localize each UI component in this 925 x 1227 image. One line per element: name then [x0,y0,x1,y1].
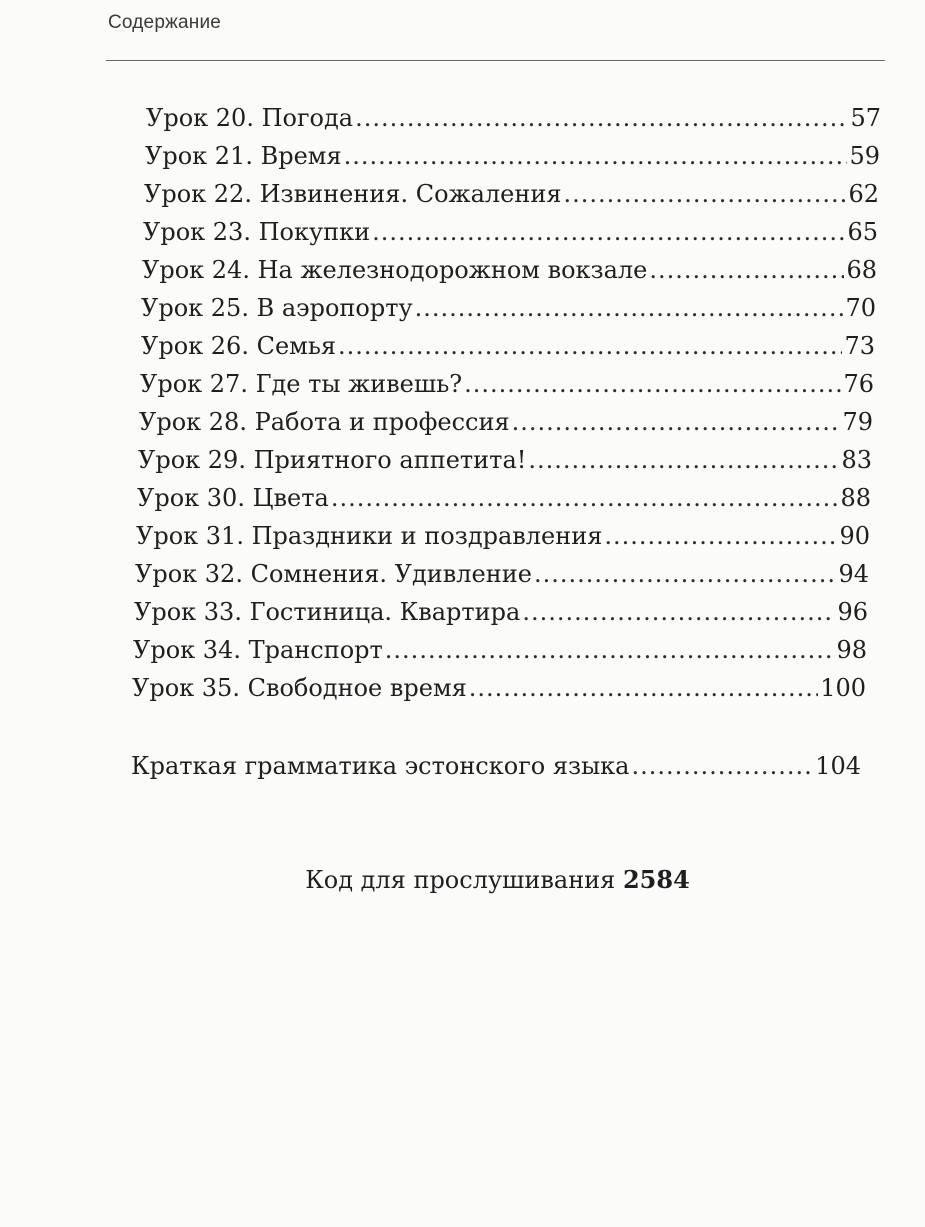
toc-entry-title: Урок 24. На железнодорожном вокзале [142,256,648,284]
toc-entry-title: Урок 31. Праздники и поздравления [136,522,603,550]
toc-entry-title: Урок 21. Время [145,142,342,170]
toc-entry-page: 65 [847,218,878,246]
toc-entry-title: Урок 23. Покупки [143,218,371,246]
toc-entry-lesson-23[interactable] [143,218,878,246]
dot-leader [372,218,845,246]
toc-entry-title: Урок 29. Приятного аппетита! [138,446,527,474]
toc-entry-page: 79 [842,408,873,436]
toc-entry-page: 96 [837,598,868,626]
toc-entry-title: Урок 34. Транспорт [133,636,383,664]
toc-entry-page: 94 [838,560,869,588]
listening-code-label: Код для прослушивания [305,866,616,894]
toc-entry-title: Урок 26. Семья [141,332,337,360]
toc-entry-page: 88 [840,484,871,512]
toc-entry-lesson-26[interactable] [141,332,875,360]
toc-entry-lesson-34[interactable] [133,636,867,664]
toc-entry-page: 90 [839,522,870,550]
toc-entry-page: 76 [843,370,874,398]
toc-entry-title: Урок 35. Свободное время [132,674,467,702]
dot-leader [604,522,837,550]
toc-entry-title: Урок 27. Где ты живешь? [140,370,463,398]
dot-leader [338,332,842,360]
toc-entry-page: 68 [846,256,877,284]
toc-entry-title: Урок 30. Цвета [137,484,329,512]
toc-entry-lesson-33[interactable] [134,598,868,626]
toc-entry-lesson-30[interactable] [137,484,871,512]
toc-entry-page: 62 [848,180,879,208]
toc-entry-page: 98 [836,636,867,664]
toc-entry-lesson-29[interactable] [138,446,872,474]
dot-leader [469,674,818,702]
toc-entry-page: 104 [815,752,861,780]
running-head: Содержание [108,12,222,33]
toc-entry-page: 100 [820,674,866,702]
toc-entry-page: 83 [841,446,872,474]
dot-leader [464,370,841,398]
dot-leader [331,484,839,512]
dot-leader [563,180,846,208]
toc-entry-lesson-28[interactable] [139,408,873,436]
toc-entry-page: 57 [850,104,881,132]
toc-entry-page: 59 [849,142,880,170]
toc-entry-page: 70 [845,294,876,322]
toc-entry-lesson-25[interactable] [141,294,876,322]
toc-entry-title: Краткая грамматика эстонского языка [131,752,630,780]
dot-leader [632,752,814,780]
toc-entry-lesson-20[interactable] [146,104,881,132]
dot-leader [385,636,835,664]
toc-entry-grammar-appendix[interactable] [131,752,861,780]
toc-entry-title: Урок 32. Сомнения. Удивление [135,560,532,588]
listening-code [0,865,925,894]
listening-code-number: 2584 [622,865,690,894]
dot-leader [512,408,841,436]
dot-leader [534,560,837,588]
toc-entry-lesson-22[interactable] [144,180,879,208]
toc-entry-lesson-27[interactable] [140,370,874,398]
toc-entry-lesson-35[interactable] [132,674,866,702]
toc-entry-title: Урок 22. Извинения. Сожаления [144,180,562,208]
dot-leader [355,104,848,132]
dot-leader [649,256,844,284]
toc-entry-title: Урок 25. В аэропорту [141,294,413,322]
toc-entry-title: Урок 33. Гостиница. Квартира [134,598,521,626]
dot-leader [528,446,839,474]
toc-entry-lesson-21[interactable] [145,142,880,170]
toc-entry-title: Урок 20. Погода [146,104,354,132]
dot-leader [522,598,835,626]
toc-entry-lesson-32[interactable] [135,560,869,588]
dot-leader [415,294,844,322]
toc-entry-page: 73 [844,332,875,360]
toc-entry-title: Урок 28. Работа и профессия [139,408,510,436]
dot-leader [344,142,848,170]
toc-entry-lesson-24[interactable] [142,256,877,284]
toc-entry-lesson-31[interactable] [136,522,870,550]
